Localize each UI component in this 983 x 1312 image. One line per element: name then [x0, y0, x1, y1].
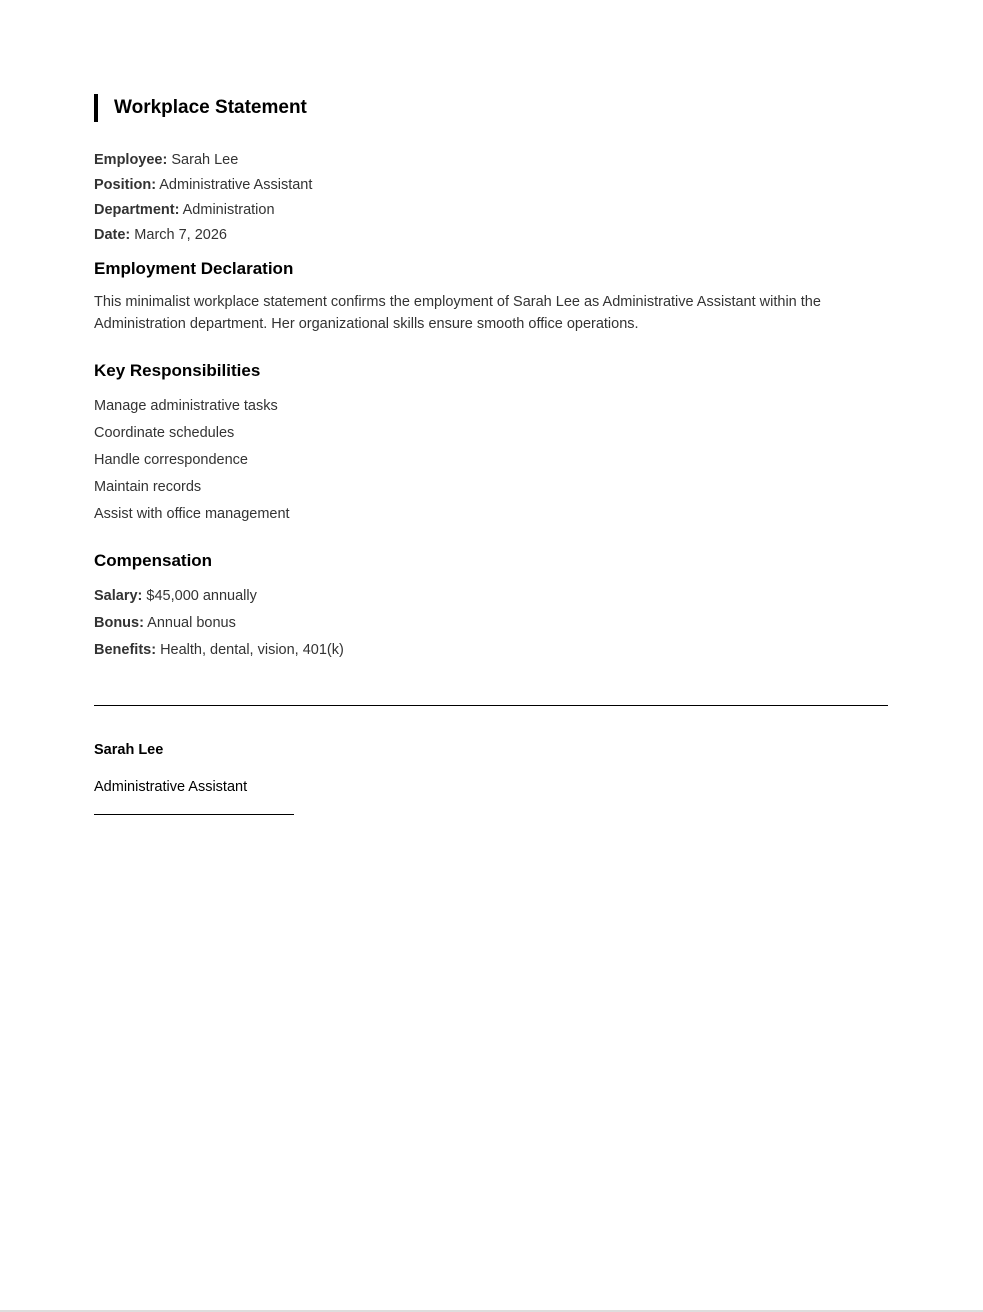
comp-value: Health, dental, vision, 401(k)	[160, 642, 344, 658]
meta-position	[94, 173, 888, 198]
declaration-text: This minimalist workplace statement confirms the employment of Sarah Lee as Administrative Assistant within the Administration department. Her organizational skills ensure smooth office operations.	[94, 294, 821, 332]
list-item: Maintain records	[94, 479, 202, 495]
section-compensation	[94, 551, 888, 664]
compensation-list	[94, 583, 888, 664]
comp-label: Benefits:	[94, 642, 157, 658]
meta-date	[94, 223, 888, 248]
list-item: Handle correspondence	[94, 452, 248, 468]
meta-value: Administrative Assistant	[159, 177, 313, 193]
meta-label: Employee:	[94, 152, 168, 168]
comp-label: Bonus:	[94, 615, 144, 631]
title-block	[94, 94, 888, 122]
comp-bonus	[94, 610, 888, 637]
meta-label: Department:	[94, 202, 180, 218]
meta-department	[94, 198, 888, 223]
section-declaration	[94, 259, 888, 335]
comp-benefits	[94, 637, 888, 664]
meta-value: Administration	[182, 202, 275, 218]
list-item: Assist with office management	[94, 506, 290, 522]
section-heading: Employment Declaration	[94, 259, 294, 278]
section-heading: Compensation	[94, 551, 213, 570]
meta-label: Date:	[94, 227, 131, 243]
comp-value: Annual bonus	[147, 615, 236, 631]
section-heading: Key Responsibilities	[94, 361, 261, 380]
list-item: Coordinate schedules	[94, 425, 235, 441]
section-divider	[94, 705, 888, 706]
page-title: Workplace Statement	[114, 97, 307, 118]
document-page	[94, 94, 888, 664]
meta-value: Sarah Lee	[171, 152, 239, 168]
comp-label: Salary:	[94, 588, 143, 604]
signature-name: Sarah Lee	[94, 742, 164, 758]
section-responsibilities	[94, 361, 888, 528]
meta-label: Position:	[94, 177, 157, 193]
signature-line	[94, 814, 294, 815]
list-item: Manage administrative tasks	[94, 398, 278, 414]
comp-value: $45,000 annually	[146, 588, 257, 604]
meta-employee	[94, 148, 888, 173]
meta-value: March 7, 2026	[134, 227, 227, 243]
signature-title: Administrative Assistant	[94, 779, 248, 795]
responsibility-list	[94, 393, 888, 528]
employee-meta	[94, 148, 888, 248]
comp-salary	[94, 583, 888, 610]
